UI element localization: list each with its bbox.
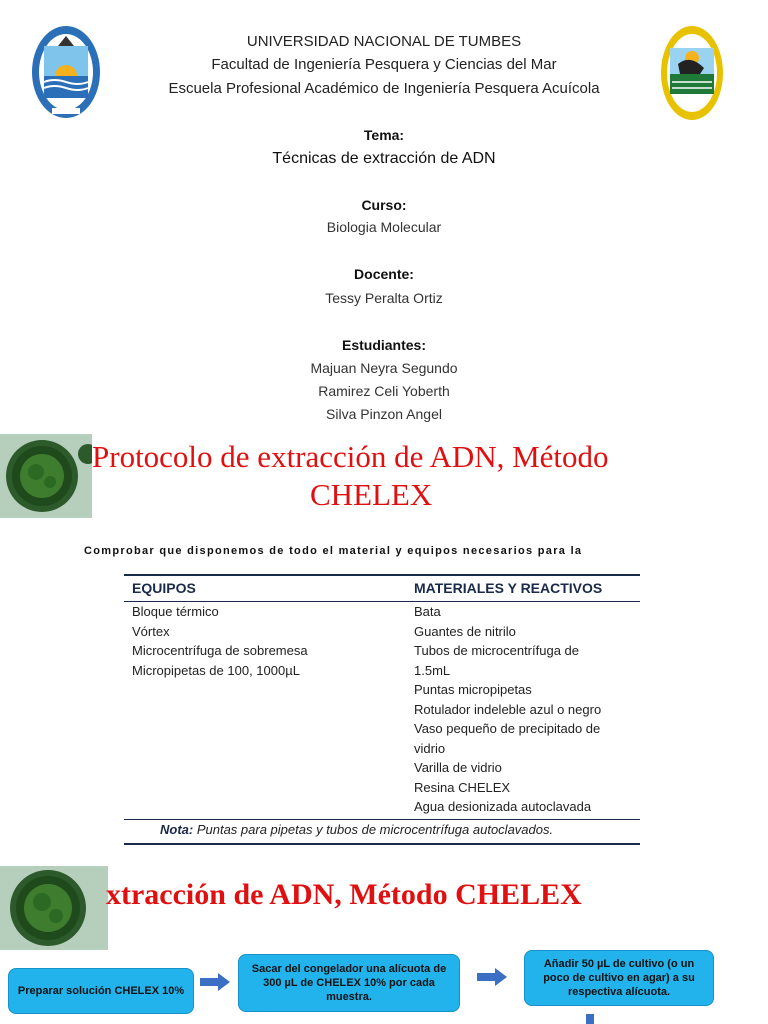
equipo-item: Bloque térmico [132,604,219,619]
material-item: Tubos de microcentrífuga de [414,643,579,658]
university-name: UNIVERSIDAD NACIONAL DE TUMBES [246,33,522,50]
curso-value: Biologia Molecular [326,219,442,235]
flow-arrow-down-icon [586,1014,594,1024]
curso-label: Curso: [361,197,407,213]
docente-label: Docente: [354,266,414,282]
student-name: Ramirez Celi Yoberth [318,383,450,399]
table-top-rule [124,574,640,576]
faculty-name: Facultad de Ingeniería Pesquera y Ciencias del Mar [211,56,557,73]
material-item: Guantes de nitrilo [414,623,516,639]
material-item: Puntas micropipetas [414,682,532,697]
material-item: vidrio [414,740,446,756]
green-cell-image-2 [0,866,108,950]
student-name: Silva Pinzon Angel [326,406,442,422]
section1-subtitle: Comprobar que disponemos de todo el material y equipos necesarios para la [84,545,583,557]
table-bottom-rule [124,843,640,845]
equipo-item: Vórtex [132,623,170,639]
table-header-materiales: MATERIALES Y REACTIVOS [414,580,603,596]
material-item: Rotulador indeleble azul o negro [414,701,602,717]
table-header-equipos: EQUIPOS [132,580,196,596]
materiales-column [414,602,640,817]
flow-step-1: Preparar solución CHELEX 10% [8,968,194,1014]
tema-value: Técnicas de extracción de ADN [272,150,496,167]
material-item: Resina CHELEX [414,779,511,795]
estudiantes-label: Estudiantes: [341,337,426,353]
material-item: 1.5mL [414,662,451,678]
equipo-item: Microcentrífuga de sobremesa [132,643,308,658]
section1-title-line1: Protocolo de extracción de ADN, Método [92,439,609,474]
tema-label: Tema: [363,127,405,143]
section2-title: xtracción de ADN, Método CHELEX [106,878,582,911]
school-name: Escuela Profesional Académico de Ingeniería Pesquera Acuícola [168,80,600,97]
note-text: Puntas para pipetas y tubos de microcentrífuga autoclavados. [193,822,554,837]
material-item: Vaso pequeño de precipitado de [414,721,601,736]
note-label: Nota: [160,822,194,837]
material-item: Bata [414,604,441,619]
table-note-rule [124,819,640,820]
material-item: Varilla de vidrio [414,760,502,775]
table-note [160,822,553,837]
flow-step-2: Sacar del congelador una alícuota de 300 µL de CHELEX 10% por cada muestra. [238,954,460,1012]
docente-value: Tessy Peralta Ortiz [325,290,443,306]
material-item: Agua desionizada autoclavada [414,799,592,814]
equipos-column [132,602,402,680]
student-name: Majuan Neyra Segundo [310,360,458,376]
equipo-item: Micropipetas de 100, 1000µL [132,662,300,678]
green-cell-image [0,434,92,518]
flow-step-3: Añadir 50 µL de cultivo (o un poco de cultivo en agar) a su respectiva alícuota. [524,950,714,1006]
flow-arrow-right-icon [477,968,507,986]
section1-title-line2: CHELEX [310,477,433,512]
flow-arrow-right-icon [200,973,230,991]
